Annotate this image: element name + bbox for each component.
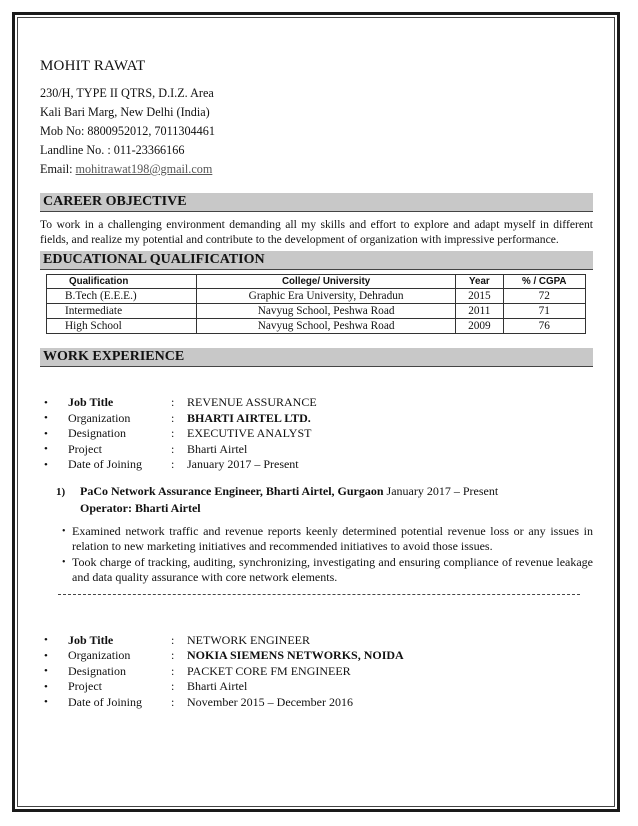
project-title: PaCo Network Assurance Engineer, Bharti Airtel, Gurgaon (80, 483, 384, 498)
project-detail-text: Examined network traffic and revenue reports keenly determined potential revenue loss or any issues in relation to new marketing initiatives and recommended initiatives to avoid those issues. (72, 523, 593, 553)
bullet-icon: • (44, 443, 48, 456)
organization-value: NOKIA SIEMENS NETWORKS, NOIDA (187, 648, 404, 663)
table-row (47, 319, 586, 334)
table-cell: High School (47, 319, 197, 334)
table-cell: Graphic Era University, Dehradun (197, 289, 456, 304)
table-cell: 71 (503, 304, 585, 319)
designation-value: EXECUTIVE ANALYST (187, 426, 312, 441)
list-item (40, 411, 593, 427)
career-objective-header: CAREER OBJECTIVE (40, 193, 593, 212)
bullet-icon: • (44, 396, 48, 409)
date-of-joining-value: November 2015 – December 2016 (187, 694, 353, 709)
organization-value: BHARTI AIRTEL LTD. (187, 410, 311, 425)
project-label: Project (68, 441, 102, 456)
project-operator: Operator: Bharti Airtel (80, 500, 201, 515)
table-cell: B.Tech (E.E.E.) (47, 289, 197, 304)
col-college: College/ University (197, 275, 456, 289)
designation-value: PACKET CORE FM ENGINEER (187, 663, 351, 678)
bullet-icon: • (44, 634, 48, 647)
list-item (40, 457, 593, 473)
project-label: Project (68, 679, 102, 694)
list-item (40, 426, 593, 442)
date-of-joining-value: January 2017 – Present (187, 457, 299, 472)
bullet-icon: • (44, 458, 48, 471)
designation-label: Designation (68, 426, 126, 441)
resume-content (40, 58, 593, 710)
list-item (40, 395, 593, 411)
colon: : (171, 426, 175, 441)
project-dates: January 2017 – Present (383, 483, 499, 498)
table-row (47, 289, 586, 304)
colon: : (171, 679, 175, 694)
table-cell: 72 (503, 289, 585, 304)
colon: : (171, 441, 175, 456)
list-item (40, 648, 593, 664)
job-title-value: NETWORK ENGINEER (187, 632, 310, 647)
bullet-icon: • (44, 665, 48, 678)
project-details-list (62, 524, 593, 586)
project-detail-text: Took charge of tracking, auditing, synchronizing, investigating and ensuring compliance of revenue leakage and data quality assurance with core network elements. (72, 554, 593, 584)
list-item (40, 633, 593, 649)
table-cell: 76 (503, 319, 585, 334)
project-number: 1) (56, 485, 66, 498)
bullet-icon: • (44, 427, 48, 440)
contact-block (40, 84, 593, 179)
col-year: Year (456, 275, 503, 289)
list-item (40, 695, 593, 711)
list-item (40, 442, 593, 458)
project-title-line (56, 483, 593, 500)
project-value: Bharti Airtel (187, 441, 248, 456)
candidate-name: MOHIT RAWAT (40, 58, 146, 74)
organization-label: Organization (68, 648, 131, 663)
table-cell: Navyug School, Peshwa Road (197, 319, 456, 334)
colon: : (171, 663, 175, 678)
colon: : (171, 457, 175, 472)
bullet-icon: • (44, 412, 48, 425)
landline-number: Landline No. : 011-23366166 (40, 143, 185, 157)
colon: : (171, 648, 175, 663)
table-cell: Intermediate (47, 304, 197, 319)
bullet-icon: • (44, 649, 48, 662)
colon: : (171, 632, 175, 647)
table-cell: 2015 (456, 289, 503, 304)
job-title-label: Job Title (68, 632, 114, 647)
email-link[interactable]: mohitrawat198@gmail.com (75, 162, 213, 176)
work-experience-header: WORK EXPERIENCE (40, 348, 593, 367)
education-table (46, 274, 586, 334)
bullet-icon: • (44, 696, 48, 709)
job-title-value: REVENUE ASSURANCE (187, 395, 317, 410)
list-item (40, 679, 593, 695)
date-of-joining-label: Date of Joining (68, 457, 142, 472)
table-cell: Navyug School, Peshwa Road (197, 304, 456, 319)
project-heading (40, 483, 593, 516)
colon: : (171, 395, 175, 410)
bullet-icon: • (62, 556, 66, 568)
date-of-joining-label: Date of Joining (68, 694, 142, 709)
bullet-icon: • (44, 680, 48, 693)
colon: : (171, 410, 175, 425)
education-header: EDUCATIONAL QUALIFICATION (40, 251, 593, 270)
col-cgpa: % / CGPA (503, 275, 585, 289)
email-line (40, 160, 593, 179)
mobile-number: Mob No: 8800952012, 7011304461 (40, 124, 215, 138)
list-item (62, 555, 593, 586)
organization-label: Organization (68, 410, 131, 425)
job1-summary-list (40, 395, 593, 473)
project-value: Bharti Airtel (187, 679, 248, 694)
bullet-icon: • (62, 525, 66, 537)
address-line-1: 230/H, TYPE II QTRS, D.I.Z. Area (40, 86, 214, 100)
career-objective-text: To work in a challenging environment demanding all my skills and effort to explore and adapt myself in different fields, and realize my potential and contribute to the development of organization with impressive performance. (40, 218, 593, 246)
table-cell: 2011 (456, 304, 503, 319)
colon: : (171, 694, 175, 709)
education-table-header-row (47, 275, 586, 289)
section-divider (58, 594, 580, 595)
list-item (40, 664, 593, 680)
table-row (47, 304, 586, 319)
email-label: Email: (40, 162, 76, 176)
designation-label: Designation (68, 663, 126, 678)
job-title-label: Job Title (68, 395, 114, 410)
job2-summary-list (40, 633, 593, 711)
col-qualification: Qualification (47, 275, 197, 289)
table-cell: 2009 (456, 319, 503, 334)
address-line-2: Kali Bari Marg, New Delhi (India) (40, 105, 210, 119)
list-item (62, 524, 593, 555)
